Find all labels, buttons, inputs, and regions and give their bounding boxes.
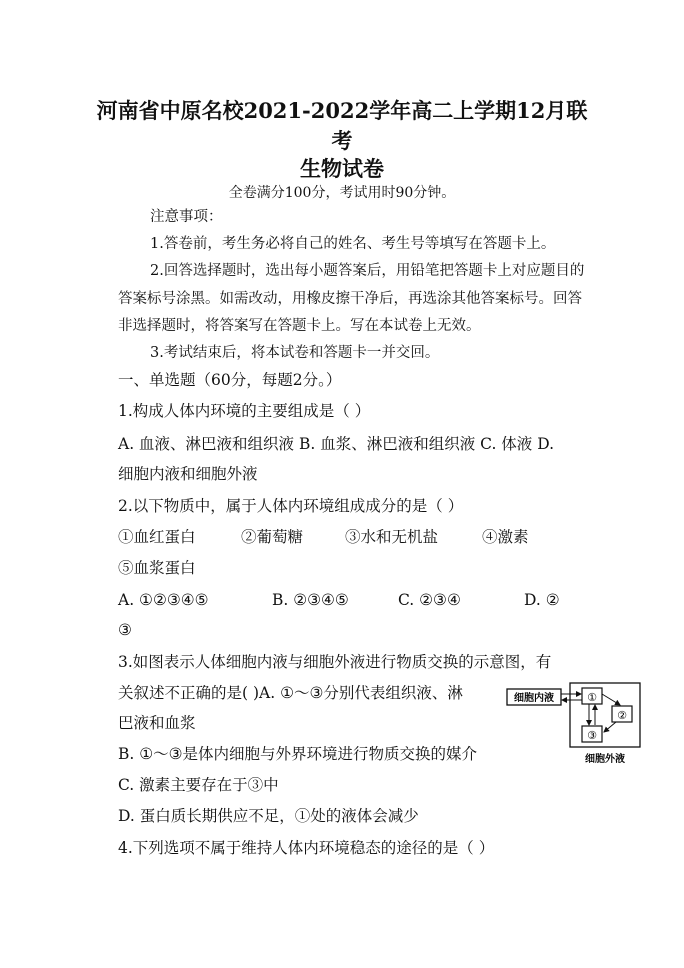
intracellular-label: 细胞内液 xyxy=(514,693,554,704)
node-1-label: ① xyxy=(587,691,597,704)
q2-item-2: ②葡萄糖 xyxy=(241,528,304,546)
extracellular-label: 细胞外液 xyxy=(585,754,625,765)
q2-item-4: ④激素 xyxy=(482,528,529,546)
q3-stem-line1: 3.如图表示人体细胞内液与细胞外液进行物质交换的示意图，有 xyxy=(118,653,552,671)
q1-stem: 1.构成人体内环境的主要组成是（ ） xyxy=(118,402,371,420)
q2-option-d: D. ② xyxy=(524,591,560,609)
node-2-label: ② xyxy=(617,709,627,722)
section-heading: 一、单选题（60分，每题2分。） xyxy=(118,371,342,389)
q4-stem: 4.下列选项不属于维持人体内环境稳态的途径的是（ ） xyxy=(118,839,495,857)
exam-title-line2: 考 xyxy=(331,128,353,153)
note-2-line3: 非选择题时，将答案写在答题卡上。写在本试卷上无效。 xyxy=(118,318,481,334)
note-2-line2: 答案标号涂黑。如需改动，用橡皮擦干净后，再选涂其他答案标号。回答 xyxy=(118,291,582,307)
q3-stem-line3: 巴液和血浆 xyxy=(118,714,196,732)
q2-option-d-wrap: ③ xyxy=(118,621,132,639)
q2-item-3: ③水和无机盐 xyxy=(345,528,439,546)
q1-options-line2: 细胞内液和细胞外液 xyxy=(118,465,258,483)
q3-stem-line2: 关叙述不正确的是( )A. ①～③分别代表组织液、淋 xyxy=(118,684,463,702)
q3-option-b: B. ①～③是体内细胞与外界环境进行物质交换的媒介 xyxy=(118,745,478,763)
q3-option-d: D. 蛋白质长期供应不足，①处的液体会减少 xyxy=(118,807,419,825)
q2-item-5: ⑤血浆蛋白 xyxy=(118,559,196,577)
q2-option-a: A. ①②③④⑤ xyxy=(118,591,209,609)
notes-heading: 注意事项： xyxy=(150,209,223,225)
node-3-label: ③ xyxy=(587,729,597,742)
note-1: 1.答卷前，考生务必将自己的姓名、考生号等填写在答题卡上。 xyxy=(150,236,556,252)
q2-stem: 2.以下物质中，属于人体内环境组成成分的是（ ） xyxy=(118,497,464,515)
exam-subject: 生物试卷 xyxy=(300,156,384,181)
exam-title-line1: 河南省中原名校2021-2022学年高二上学期12月联 xyxy=(96,98,588,123)
note-2-line1: 2.回答选择题时，选出每小题答案后，用铅笔把答题卡上对应题目的 xyxy=(150,263,585,279)
note-3: 3.考试结束后，将本试卷和答题卡一并交回。 xyxy=(150,345,440,361)
q2-option-b: B. ②③④⑤ xyxy=(272,591,349,609)
fluid-exchange-diagram xyxy=(504,680,644,770)
q2-item-1: ①血红蛋白 xyxy=(118,528,196,546)
q1-options-line1: A. 血液、淋巴液和组织液 B. 血浆、淋巴液和组织液 C. 体液 D. xyxy=(118,435,555,453)
exam-info: 全卷满分100分，考试用时90分钟。 xyxy=(228,185,456,201)
q3-option-c: C. 激素主要存在于③中 xyxy=(118,776,279,794)
q2-option-c: C. ②③④ xyxy=(398,591,461,609)
